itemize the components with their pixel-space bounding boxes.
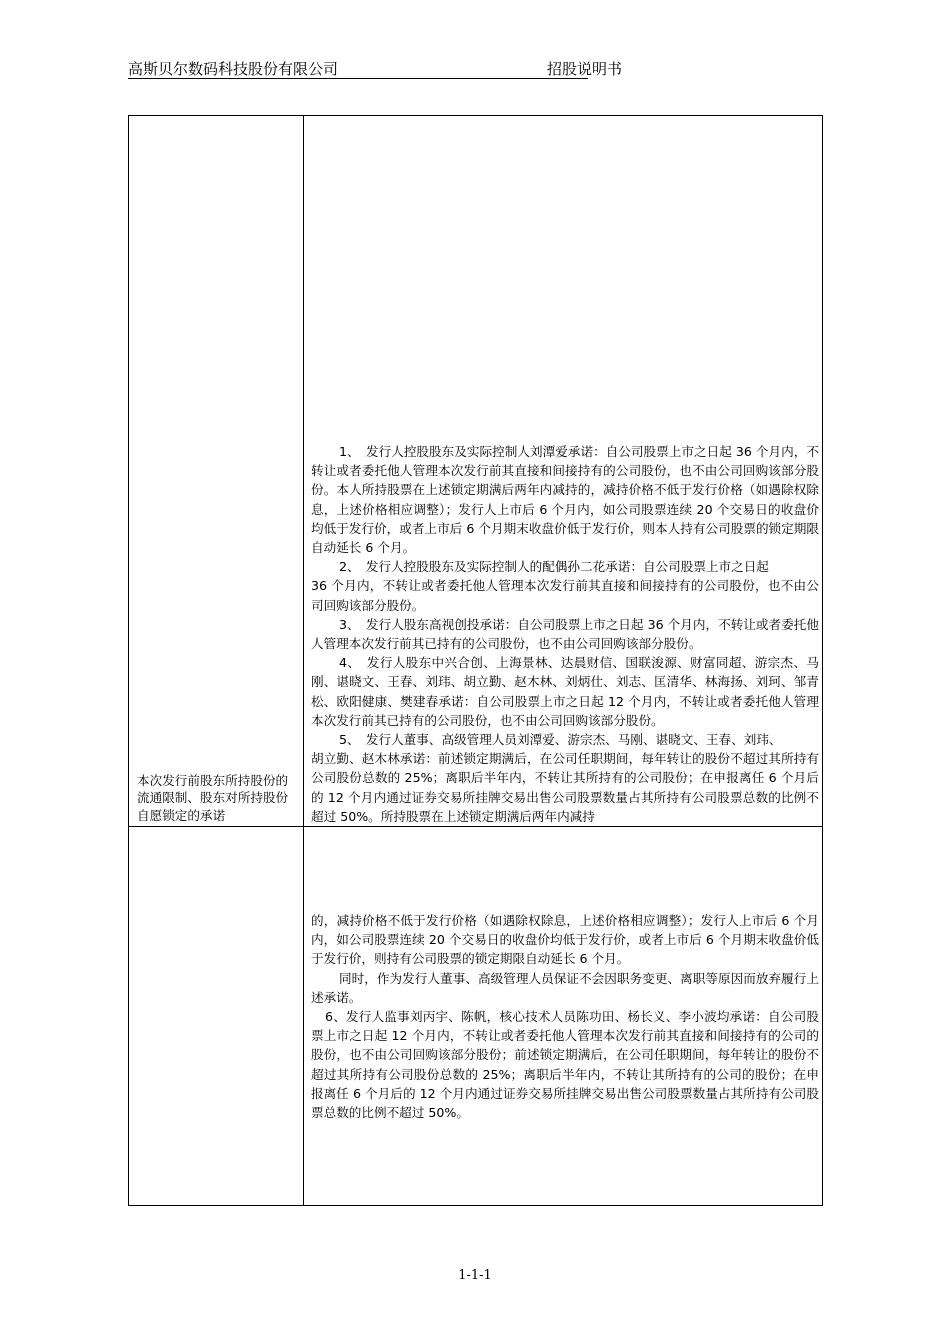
commitment-6: 6、发行人监事刘丙宇、陈帆，核心技术人员陈功田、杨长义、李小波均承诺：自公司股票上市之日起 12 个月内，不转让或者委托他人管理本次发行前其直接和间接持有的公司的股份，也不由公司回购该部分股份；前述锁定期满后，在公司任职期间，每年转让的股份不超过其所持有公司股份总数的 25%；离职后半年内，不转让其所持有的公司的股份；在申报离任 6 个月后的 12 个月内通过证券交易所挂牌交易出售公司股票数量占其所持有公司股票总数的比例不超过 50%。 [311, 1009, 819, 1121]
commitment-5-start: 5、 发行人董事、高级管理人员刘潭爱、游宗杰、马刚、谌晓文、王春、刘玮、 [339, 731, 782, 747]
column-divider [303, 116, 304, 826]
header-company-name: 高斯贝尔数码科技股份有限公司 [128, 60, 339, 78]
row-label-cell: 本次发行前股东所持股份的流通限制、股东对所持股份自愿锁定的承诺 [137, 772, 289, 823]
commitment-5-end: 的，减持价格不低于发行价格（如遇除权除息，上述价格相应调整）；发行人上市后 6 个月内，如公司股票连续 20 个交易日的收盘价均低于发行价，或者上市后 6 个月期末收盘价低于发行价，则持有公司股票的锁定期限自动延长 6 个月。 [311, 913, 819, 967]
commitment-5-guarantee: 同时，作为发行人董事、高级管理人员保证不会因职务变更、离职等原因而放弃履行上述承诺。 [311, 970, 819, 1005]
commitment-3: 3、 发行人股东高视创投承诺：自公司股票上市之日起 36 个月内，不转让或者委托他人管理本次发行前其已持有的公司股份，也不由公司回购该部分股份。 [311, 616, 819, 651]
header-document-title: 招股说明书 [547, 60, 623, 78]
column-divider [303, 827, 304, 1205]
commitment-content-cell [311, 911, 819, 1122]
commitment-1: 1、 发行人控股股东及实际控制人刘潭爱承诺：自公司股票上市之日起 36 个月内，不转让或者委托他人管理本次发行前其直接和间接持有的公司股份，也不由公司回购该部分股份。本人所持股票在上述锁定期满后两年内减持的，减持价格不低于发行价格（如遇除权除息，上述价格相应调整）；发行人上市后 6 个月内，如公司股票连续 20 个交易日的收盘价均低于发行价，或者上市后 6 个月期末收盘价低于发行价，则本人持有公司股票的锁定期限自动延长 6 个月。 [311, 443, 819, 555]
commitment-4: 4、 发行人股东中兴合创、上海景林、达晨财信、国联浚源、财富同超、游宗杰、马刚、谌晓文、王春、刘玮、胡立勤、赵木林、刘炳仕、刘志、匡清华、林海扬、刘珂、邹青松、欧阳健康、樊建春承诺：自公司股票上市之日起 12 个月内，不转让或者委托他人管理本次发行前其已持有的公司股份，也不由公司回购该部分股份。 [311, 655, 819, 728]
header-underline [128, 78, 588, 79]
commitment-2-start: 2、 发行人控股股东及实际控制人的配偶孙二花承诺：自公司股票上市之日起 [339, 559, 769, 575]
commitment-content-cell [311, 442, 819, 826]
page-number: 1-1-1 [458, 1268, 492, 1283]
commitment-2-end: 36 个月内，不转让或者委托他人管理本次发行前其直接和间接持有的公司股份，也不由公司回购该部分股份。 [311, 578, 819, 613]
commitment-table-part-2 [128, 826, 823, 1206]
commitment-table-part-1 [128, 115, 823, 827]
commitment-5-continued: 胡立勤、赵木林承诺：前述锁定期满后，在公司任职期间，每年转让的股份不超过其所持有公司股份总数的 25%；离职后半年内，不转让其所持有的公司股份；在申报离任 6 个月后的 12 个月内通过证券交易所挂牌交易出售公司股票数量占其所持有公司股票总数的比例不超过 50%。所持股票在上述锁定期满后两年内减持 [311, 751, 819, 824]
